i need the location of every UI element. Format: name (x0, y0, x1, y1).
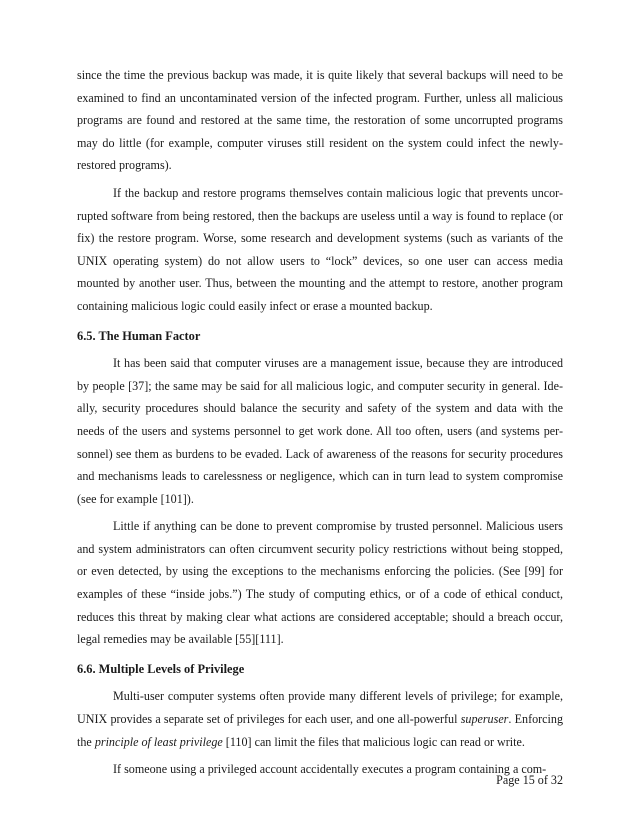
paragraph-privileged-account: If someone using a privileged account accidentally executes a program containing a com- (113, 762, 547, 777)
paragraph-management-issue: It has been said that computer viruses are a management issue, because they are introduced by people [37]; the same may be said for all malicious logic, and computer security in general. Ide-ally, security procedures should balance the security and safety of the system and data with the needs of the users and systems personnel to get work done. All too often, users (and systems per-sonnel) see them as burdens to be evaded. Lack of awareness of the reasons for security procedures and mechanisms leads to carelessness or negligence, which can in turn lead to system compromise (see for example [101]). (77, 356, 563, 506)
paragraph-backup-continuation: since the time the previous backup was made, it is quite likely that several backups will need to be examined to find an uncontaminated version of the infected program. Further, unless all malicious programs are found and restored at the same time, the restoration of some uncorrupted programs may do little (for example, computer viruses still resident on the system could infect the newly-restored programs). (77, 68, 563, 173)
section-heading-human-factor: 6.5. The Human Factor (77, 328, 201, 343)
term-superuser: superuser (460, 712, 509, 727)
text-run: Multi-user computer systems often provide many different levels of privilege; for example, UNIX provides a separate set of privileges for each user, and one all-powerful (77, 689, 563, 727)
paragraph-trusted-personnel: Little if anything can be done to prevent compromise by trusted personnel. Malicious users and system administrators can often circumvent security policy restrictions without being stopped, or even detected, by using the exceptions to the mechanisms enforcing the policies. (See [99] for examples of these “inside jobs.”) The study of computing ethics, or of a code of ethical conduct, reduces this threat by making clear what actions are considered acceptable; should a breach occur, legal remedies may be available [55][111]. (77, 519, 563, 647)
term-least-privilege: principle of least privilege (94, 734, 223, 749)
text-run: . Enforcing the (77, 712, 564, 749)
paragraph-restore-programs: If the backup and restore programs themselves contain malicious logic that prevents uncor-rupted software from being restored, then the backups are useless until a way is found to replace (or fix) the restore program. Worse, some research and development systems (such as variants of the UNIX operating system) do not allow users to “lock” devices, so one user can access media mounted by another user. Thus, between the mounting and the attempt to restore, another program containing malicious logic could easily infect or erase a mounted backup. (77, 185, 563, 313)
paragraph-least-privilege (77, 685, 563, 753)
body-text (77, 64, 563, 786)
page-number: Page 15 of 32 (496, 773, 563, 787)
text-run: [110] can limit the files that malicious logic can read or write. (222, 734, 525, 749)
section-heading-multiple-levels: 6.6. Multiple Levels of Privilege (77, 661, 245, 676)
